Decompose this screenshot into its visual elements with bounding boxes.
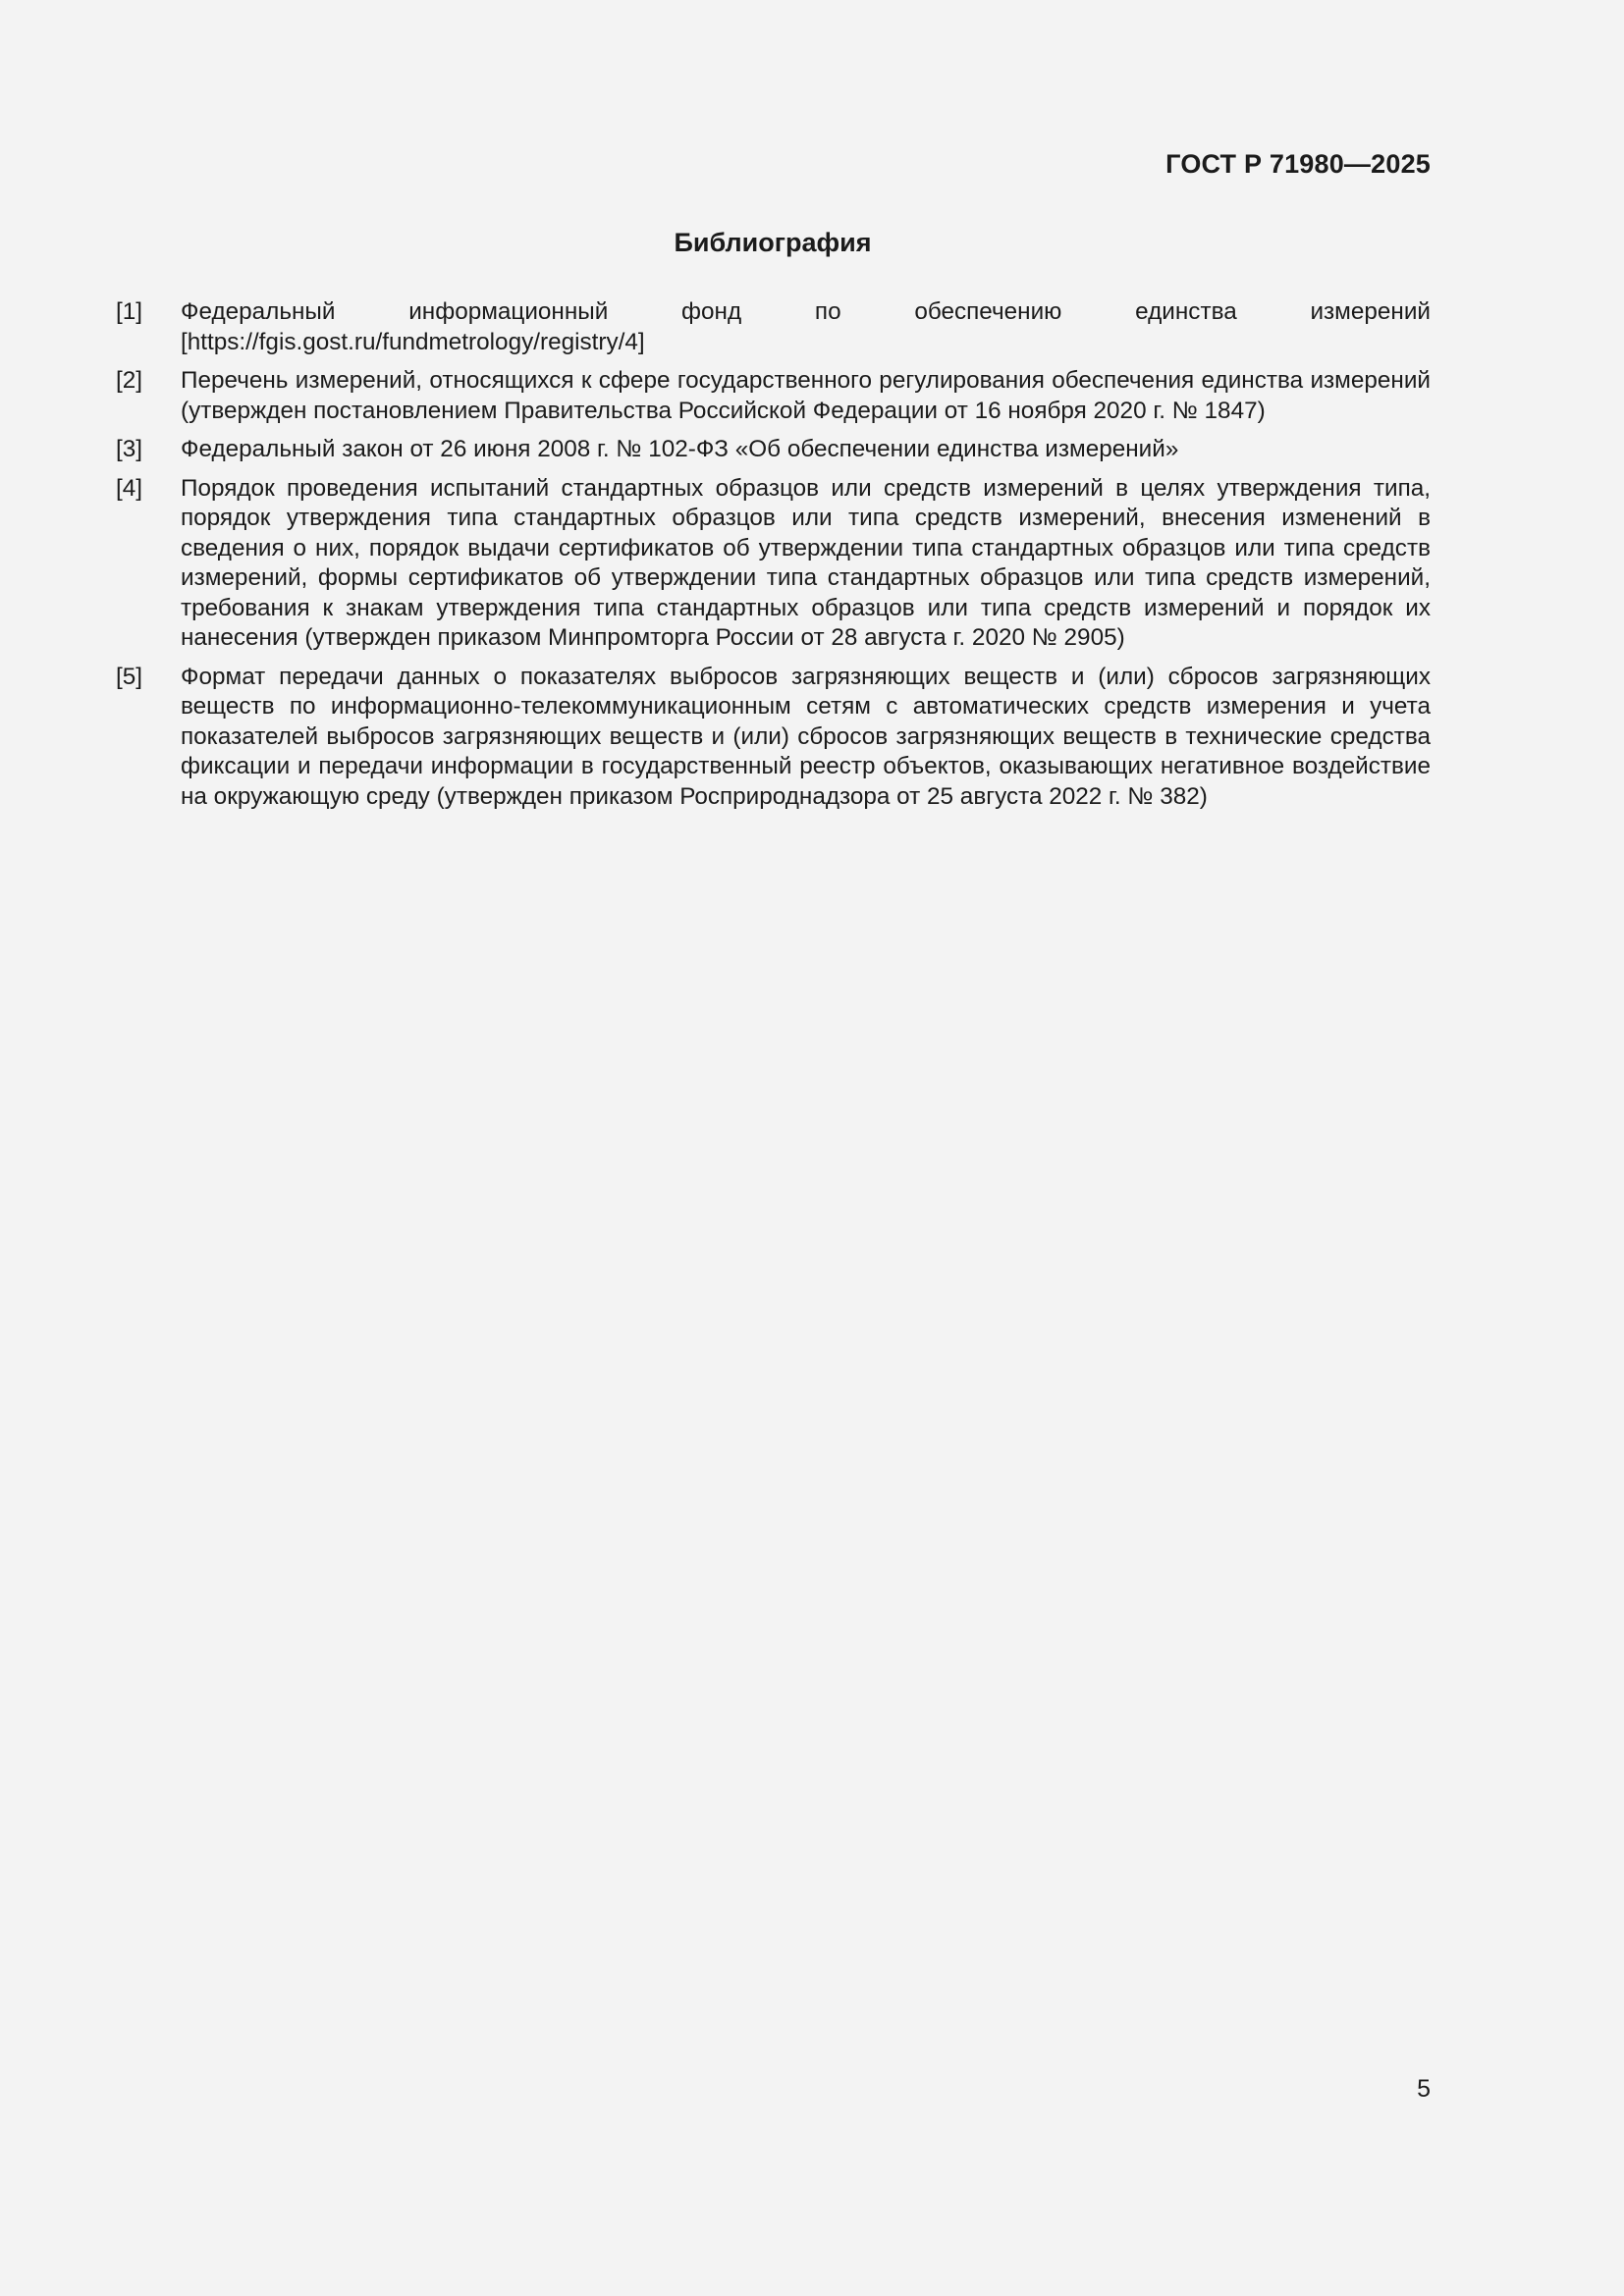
reference-text: Формат передачи данных о показателях выбросов загрязняющих веществ и (или) сбросов загрязняющих веществ по информационно-телекоммуникационным сетям с автоматических средств измерения и учета показателей выбросов загрязняющих веществ и (или) сбросов загрязняющих веществ в технические средства фиксации и передачи информации в государственный реестр объектов, оказывающих негативное воздействие на окружающую среду (утвержден приказом Росприроднадзора от 25 августа 2022 г. № 382) <box>181 663 1431 810</box>
page-number: 5 <box>1417 2075 1431 2103</box>
reference-number: [3] <box>116 436 143 462</box>
reference-item <box>116 663 1431 813</box>
reference-text: Порядок проведения испытаний стандартных образцов или средств измерений в целях утверждения типа, порядок утверждения типа стандартных образцов или типа средств измерений, внесения изменений в сведения о них, порядок выдачи сертификатов об утверждении типа стандартных образцов или типа средств измерений, формы сертификатов об утверждении типа стандартных образцов или типа средств измерений, требования к знакам утверждения типа стандартных образцов или типа средств измерений и порядок их нанесения (утвержден приказом Минпромторга России от 28 августа г. 2020 № 2905) <box>181 474 1431 651</box>
reference-list <box>116 297 1431 821</box>
reference-number: [1] <box>116 298 143 325</box>
reference-item <box>116 435 1431 465</box>
document-code: ГОСТ Р 71980—2025 <box>1165 149 1431 179</box>
reference-text: Перечень измерений, относящихся к сфере государственного регулирования обеспечения единства измерений (утвержден постановлением Правительства Российской Федерации от 16 ноября 2020 г. № 1847) <box>181 367 1431 424</box>
reference-number: [4] <box>116 474 143 502</box>
reference-number: [5] <box>116 663 143 690</box>
reference-item <box>116 366 1431 426</box>
reference-text: Федеральный информационный фонд по обеспечению единства измерений [https://fgis.gost.ru/fundmetrology/registry/4] <box>181 298 1431 355</box>
reference-item <box>116 474 1431 654</box>
reference-item <box>116 297 1431 357</box>
bibliography-title: Библиография <box>674 228 872 257</box>
reference-text: Федеральный закон от 26 июня 2008 г. № 102-ФЗ «Об обеспечении единства измерений» <box>181 436 1179 462</box>
reference-number: [2] <box>116 367 143 394</box>
